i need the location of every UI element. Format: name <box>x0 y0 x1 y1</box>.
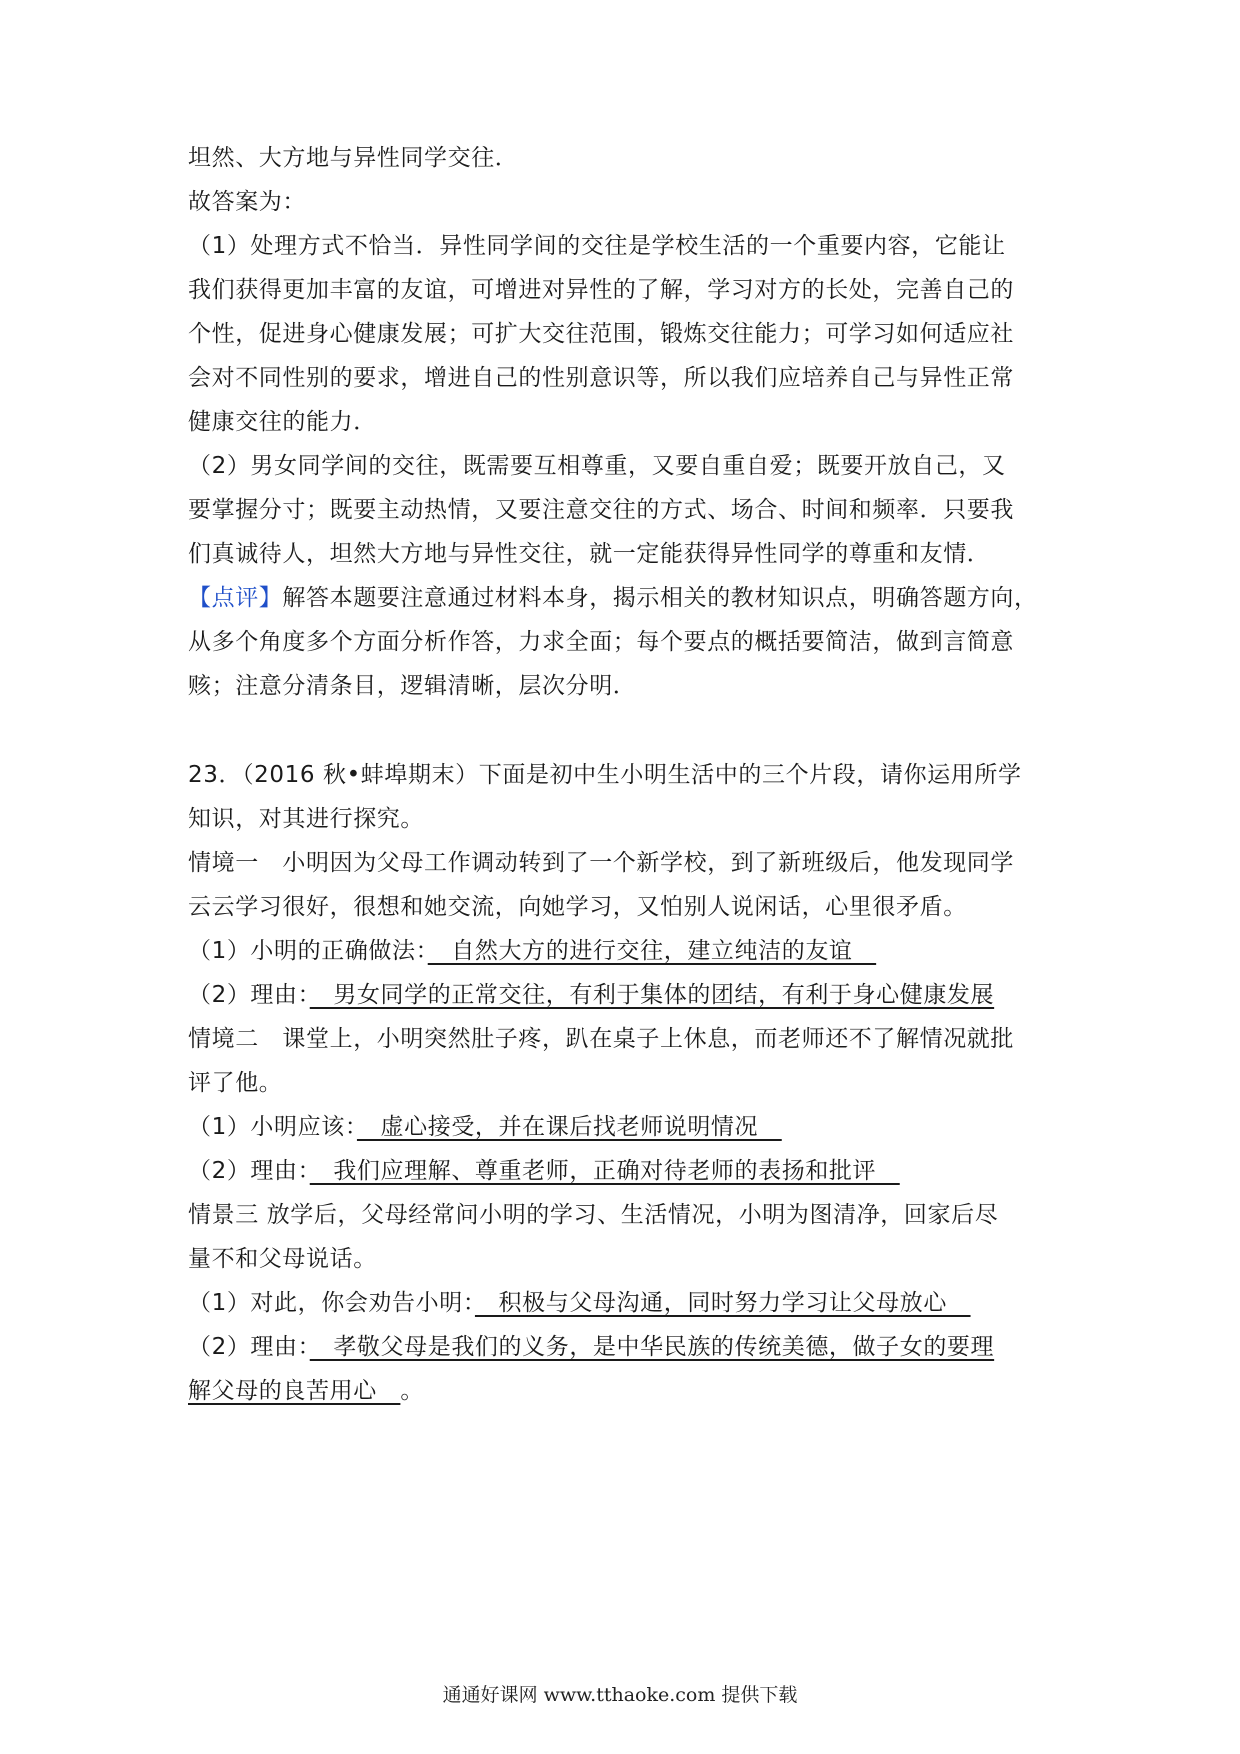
comment-text: 解答本题要注意通过材料本身，揭示相关的教材知识点，明确答题方向， <box>282 585 1038 611</box>
answer-text: 虚心接受，并在课后找老师说明情况 <box>356 1114 782 1140</box>
scenario-text: 情境一 小明因为父母工作调动转到了一个新学校，到了新班级后，他发现同学 <box>188 850 1014 876</box>
answer-line <box>188 1156 900 1186</box>
answer-text: 男女同学的正常交往，有利于集体的团结，有利于身心健康发展 <box>309 982 995 1008</box>
scenario-text: 情境二 课堂上，小明突然肚子疼，趴在桌子上休息，而老师还不了解情况就批 <box>188 1026 1014 1052</box>
text-line: 个性，促进身心健康发展；可扩大交往范围，锻炼交往能力；可学习如何适应社 <box>188 321 1014 347</box>
answer-line <box>188 1376 424 1406</box>
answer-label: （1）小明应该： <box>188 1114 357 1140</box>
text-line: 要掌握分寸；既要主动热情，又要注意交往的方式、场合、时间和频率．只要我 <box>188 497 1014 523</box>
answer-line <box>188 980 994 1010</box>
answer-line <box>188 936 876 966</box>
text-line: 我们获得更加丰富的友谊，可增进对异性的了解，学习对方的长处，完善自己的 <box>188 277 1014 303</box>
text-line: （1）处理方式不恰当．异性同学间的交往是学校生活的一个重要内容，它能让 <box>188 233 1006 259</box>
text-line: 坦然、大方地与异性同学交往． <box>188 145 519 171</box>
question-intro: 知识，对其进行探究。 <box>188 806 424 832</box>
answer-text: 积极与父母沟通，同时努力学习让父母放心 <box>474 1290 971 1316</box>
answer-text: 解父母的良苦用心 <box>188 1378 401 1404</box>
scenario-text: 云云学习很好，很想和她交流，向她学习，又怕别人说闲话，心里很矛盾。 <box>188 894 967 920</box>
text-line: （2）男女同学间的交往，既需要互相尊重，又要自重自爱；既要开放自己，又 <box>188 453 1006 479</box>
comment-line: 从多个角度多个方面分析作答，力求全面；每个要点的概括要简洁，做到言简意 <box>188 629 1014 655</box>
answer-label: （2）理由： <box>188 982 310 1008</box>
page-footer: 通通好课网 www.tthaoke.com 提供下载 <box>442 1684 798 1706</box>
text-line: 健康交往的能力． <box>188 409 377 435</box>
answer-line <box>188 1112 782 1142</box>
answer-text: 我们应理解、尊重老师，正确对待老师的表扬和批评 <box>309 1158 900 1184</box>
answer-label: （2）理由： <box>188 1334 310 1360</box>
answer-label: （1）小明的正确做法： <box>188 938 428 964</box>
text-line: 会对不同性别的要求，增进自己的性别意识等，所以我们应培养自己与异性正常 <box>188 365 1014 391</box>
answer-label: （2）理由： <box>188 1158 310 1184</box>
comment-tag: 【点评】 <box>188 585 283 611</box>
comment-line <box>188 583 1038 613</box>
answer-text: 自然大方的进行交往，建立纯洁的友谊 <box>427 938 877 964</box>
question-intro: 23．（2016 秋•蚌埠期末）下面是初中生小明生活中的三个片段，请你运用所学 <box>188 762 1022 788</box>
answer-line <box>188 1332 994 1362</box>
scenario-text: 评了他。 <box>188 1070 283 1096</box>
answer-end: 。 <box>400 1378 425 1404</box>
comment-line: 赅；注意分清条目，逻辑清晰，层次分明． <box>188 673 637 699</box>
answer-text: 孝敬父母是我们的义务，是中华民族的传统美德，做子女的要理 <box>309 1334 995 1360</box>
scenario-text: 量不和父母说话。 <box>188 1246 377 1272</box>
answer-label: （1）对此，你会劝告小明： <box>188 1290 475 1316</box>
text-line: 故答案为： <box>188 189 306 215</box>
answer-line <box>188 1288 971 1318</box>
scenario-text: 情景三 放学后，父母经常问小明的学习、生活情况，小明为图清净，回家后尽 <box>188 1202 999 1228</box>
text-line: 们真诚待人，坦然大方地与异性交往，就一定能获得异性同学的尊重和友情． <box>188 541 991 567</box>
